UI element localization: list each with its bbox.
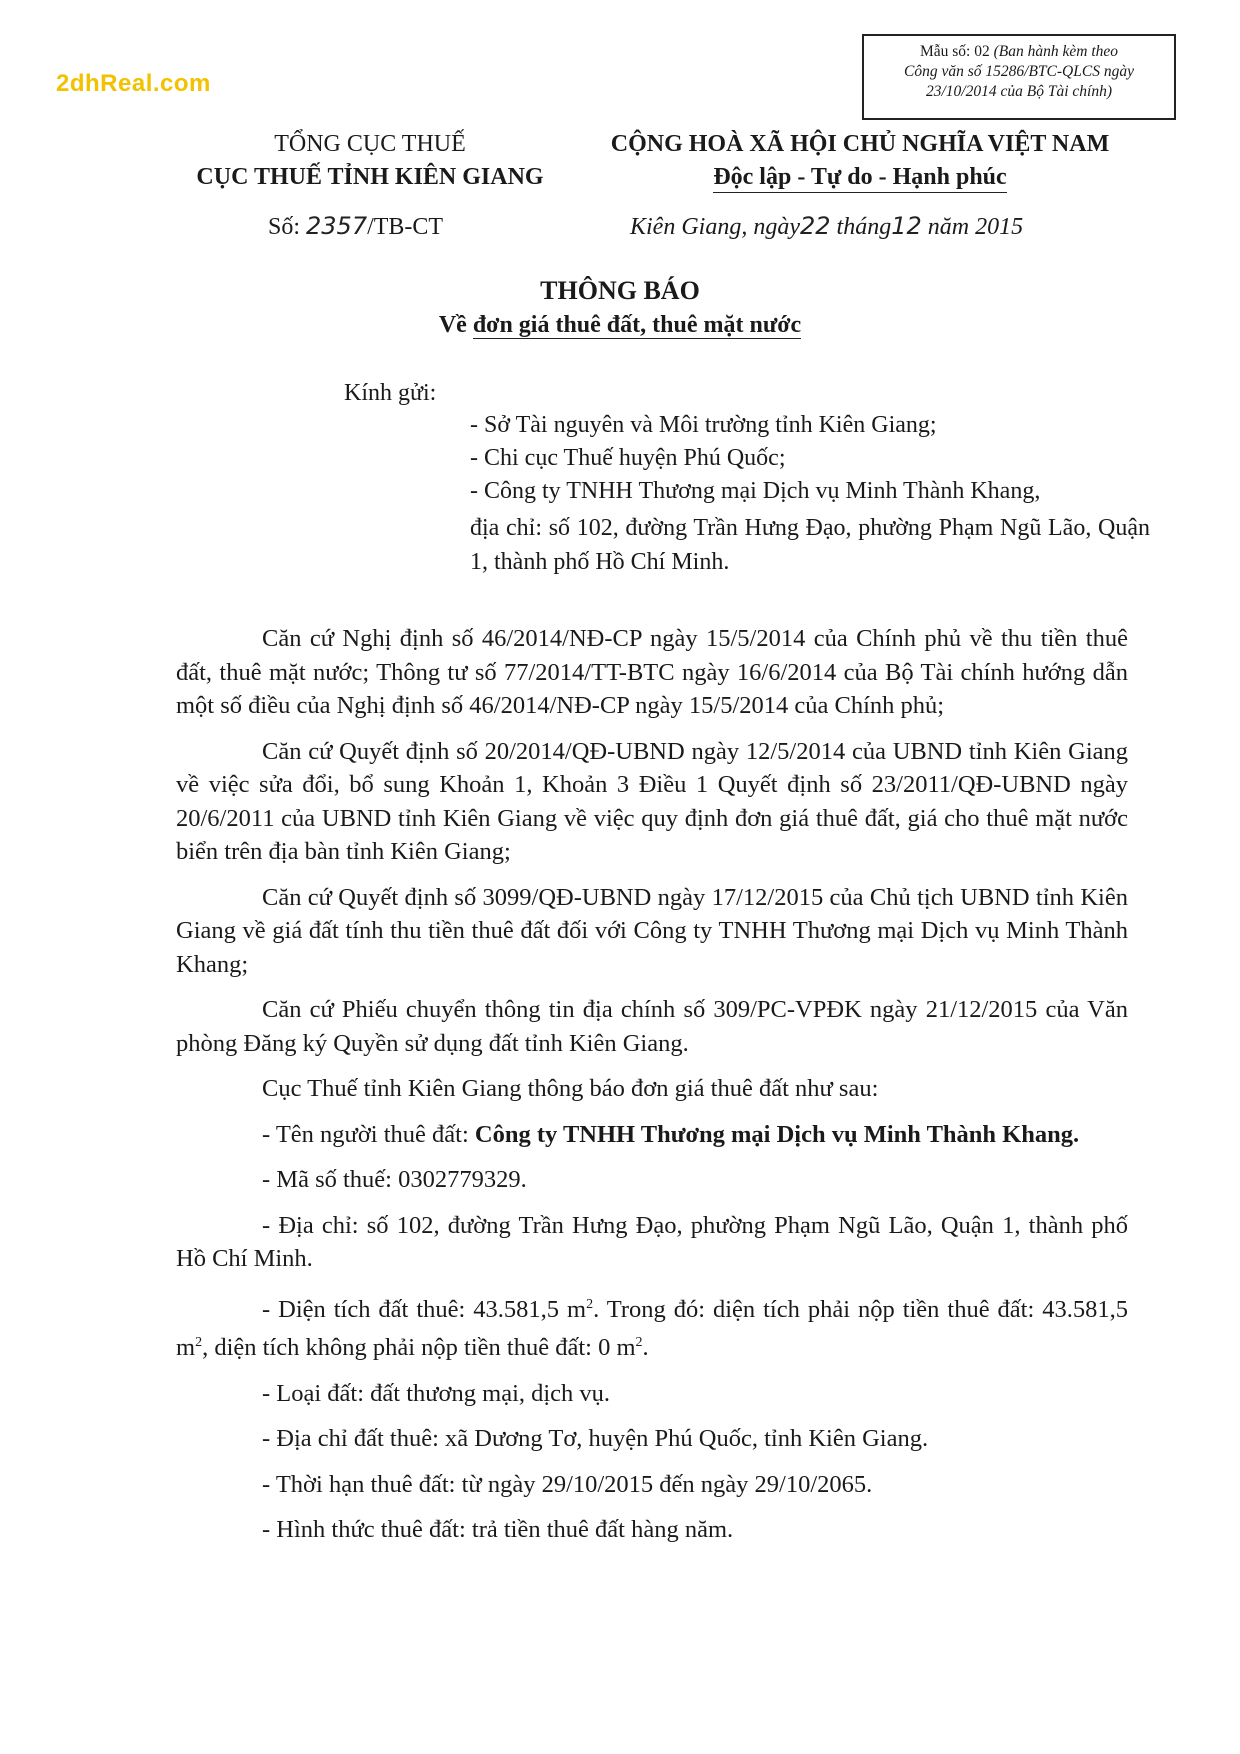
- document-title: THÔNG BÁO: [540, 276, 700, 305]
- handwritten-number: 2357: [306, 212, 368, 240]
- watermark-logo: 2dhReal.com: [56, 70, 211, 97]
- tenant-line: - Tên người thuê đất: Công ty TNHH Thương mại Dịch vụ Minh Thành Khang.: [262, 1120, 1080, 1148]
- form-box-line-1: Mẫu số: 02 (Ban hành kèm theo: [919, 43, 1119, 60]
- handwritten-day: 22: [799, 212, 831, 240]
- form-box-line-3: 23/10/2014 của Bộ Tài chính): [926, 83, 1112, 100]
- form-box-line-2: Công văn số 15286/BTC-QLCS ngày: [904, 63, 1134, 80]
- agency-name: CỤC THUẾ TỈNH KIÊN GIANG: [196, 164, 544, 190]
- form-template-box: [862, 34, 1176, 120]
- legal-basis-3: Căn cứ Quyết định số 3099/QĐ-UBND ngày 17/12/2015 của Chủ tịch UBND tỉnh Kiên Giang về giá đất tính thu tiền thuê đất đối với Công ty TNHH Thương mại Dịch vụ Minh Thành Khang;: [176, 883, 1128, 978]
- lease-form-line: - Hình thức thuê đất: trả tiền thuê đất hàng năm.: [262, 1516, 734, 1544]
- recipient-2: - Chi cục Thuế huyện Phú Quốc;: [470, 445, 786, 471]
- document-subtitle: Về đơn giá thuê đất, thuê mặt nước: [438, 312, 802, 338]
- handwritten-month: 12: [891, 212, 922, 240]
- national-heading: [560, 128, 1160, 194]
- recipient-3: - Công ty TNHH Thương mại Dịch vụ Minh Thành Khang,: [470, 478, 1041, 504]
- address-line: - Địa chỉ: số 102, đường Trần Hưng Đạo, phường Phạm Ngũ Lão, Quận 1, thành phố Hồ Chí Minh.: [176, 1211, 1128, 1272]
- document-number: Số: 2357/TB-CT: [268, 212, 444, 240]
- land-address-line: - Địa chỉ đất thuê: xã Dương Tơ, huyện Phú Quốc, tỉnh Kiên Giang.: [262, 1425, 929, 1453]
- recipient-1: - Sở Tài nguyên và Môi trường tỉnh Kiên Giang;: [470, 412, 937, 438]
- legal-basis-4: Căn cứ Phiếu chuyển thông tin địa chính số 309/PC-VPĐK ngày 21/12/2015 của Văn phòng Đăng ký Quyền sử dụng đất tỉnh Kiên Giang.: [176, 996, 1128, 1057]
- land-type-line: - Loại đất: đất thương mại, dịch vụ.: [262, 1379, 611, 1407]
- recipient-address: địa chỉ: số 102, đường Trần Hưng Đạo, phường Phạm Ngũ Lão, Quận 1, thành phố Hồ Chí Minh.: [470, 515, 1150, 575]
- tax-code-line: - Mã số thuế: 0302779329.: [262, 1166, 527, 1193]
- salutation: Kính gửi:: [344, 380, 437, 406]
- tenant-name: Công ty TNHH Thương mại Dịch vụ Minh Thành Khang.: [474, 1120, 1080, 1148]
- notice-intro: Cục Thuế tỉnh Kiên Giang thông báo đơn giá thuê đất như sau:: [262, 1075, 879, 1102]
- agency-parent: TỔNG CỤC THUẾ: [274, 131, 466, 157]
- term-line: - Thời hạn thuê đất: từ ngày 29/10/2015 đến ngày 29/10/2065.: [262, 1470, 873, 1498]
- legal-basis-1: Căn cứ Nghị định số 46/2014/NĐ-CP ngày 15/5/2014 của Chính phủ về thu tiền thuê đất, thuê mặt nước; Thông tư số 77/2014/TT-BTC ngày 16/6/2014 của Bộ Tài chính hướng dẫn một số điều của Nghị định số 46/2014/NĐ-CP ngày 15/5/2014 của Chính phủ;: [176, 625, 1128, 719]
- issue-date: Kiên Giang, ngày22 tháng12 năm 2015: [630, 212, 1024, 240]
- country-name: CỘNG HOÀ XÃ HỘI CHỦ NGHĨA VIỆT NAM: [610, 131, 1110, 157]
- national-motto: Độc lập - Tự do - Hạnh phúc: [713, 162, 1006, 193]
- document-body: [176, 622, 1128, 1559]
- legal-basis-2: Căn cứ Quyết định số 20/2014/QĐ-UBND ngày 12/5/2014 của UBND tỉnh Kiên Giang về việc sửa đổi, bổ sung Khoản 1, Khoản 3 Điều 1 Quyết định số 23/2011/QĐ-UBND ngày 20/6/2011 của UBND tỉnh Kiên Giang về việc quy định đơn giá thuê đất, giá cho thuê mặt nước biển trên địa bàn tỉnh Kiên Giang;: [176, 737, 1128, 865]
- area-line: - Diện tích đất thuê: 43.581,5 $m^2$. Trong đó: diện tích phải nộp tiền thuê đất: 43.581,5 $m^2$, diện tích không phải nộp tiền thuê đất: 0 $m^2$.: [176, 1295, 1128, 1362]
- issuing-agency: [150, 128, 590, 194]
